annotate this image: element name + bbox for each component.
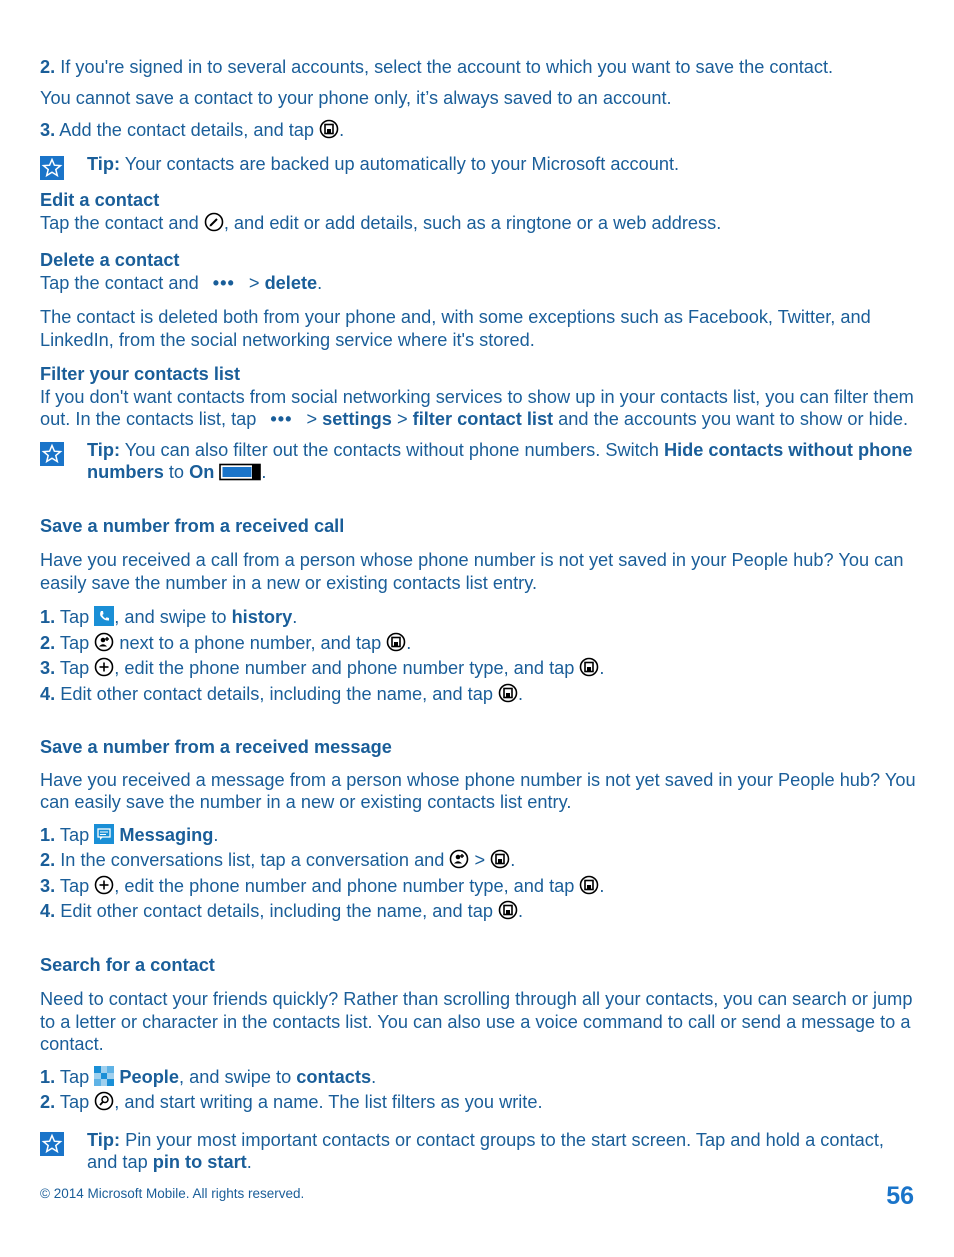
tip-pin-to-start: Tip: Pin your most important contacts or contact groups to the start screen. Tap and hold a contact, and tap pin to start.	[40, 1129, 916, 1174]
list-item: 2. Tap , and start writing a name. The list filters as you write.	[40, 1091, 916, 1117]
delete-note: The contact is deleted both from your phone and, with some exceptions such as Facebook, Twitter, and LinkedIn, from the social networking service where it's stored.	[40, 307, 871, 350]
add-plus-icon	[94, 875, 114, 901]
toggle-on-icon	[219, 463, 261, 487]
list-item: 4. Edit other contact details, including the name, and tap .	[40, 683, 916, 709]
save-icon	[579, 875, 599, 901]
manual-page	[40, 56, 916, 1174]
note-account: You cannot save a contact to your phone only, it’s always saved to an account.	[40, 87, 672, 108]
save-from-message-steps	[40, 824, 916, 926]
heading-filter-contacts: Filter your contacts list	[40, 364, 241, 384]
search-icon	[94, 1091, 114, 1117]
save-icon	[498, 900, 518, 926]
list-item: 3. Tap , edit the phone number and phone number type, and tap .	[40, 875, 916, 901]
tip-backup: Tip: Your contacts are backed up automatically to your Microsoft account.	[40, 153, 916, 176]
save-from-call-steps	[40, 606, 916, 708]
save-icon	[579, 657, 599, 683]
search-contact-intro: Need to contact your friends quickly? Rather than scrolling through all your contacts, you can search or jump to a letter or character in the contacts list. You can also use a voice command to call or send a message to a contact.	[40, 989, 913, 1054]
add-contact-icon	[449, 849, 469, 875]
save-icon	[386, 632, 406, 658]
people-tile-icon	[94, 1066, 114, 1092]
heading-delete-contact: Delete a contact	[40, 250, 180, 270]
search-contact-steps	[40, 1066, 916, 1117]
list-item: 2. Tap next to a phone number, and tap .	[40, 632, 916, 658]
star-icon	[40, 156, 64, 180]
edit-pencil-icon	[204, 212, 224, 238]
heading-search-contact: Search for a contact	[40, 954, 215, 975]
list-item: 4. Edit other contact details, including the name, and tap .	[40, 900, 916, 926]
heading-save-from-call: Save a number from a received call	[40, 515, 345, 536]
add-plus-icon	[94, 657, 114, 683]
list-item: 1. Tap , and swipe to history.	[40, 606, 916, 632]
save-from-call-intro: Have you received a call from a person whose phone number is not yet saved in your People hub? You can easily save the number in a new or existing contacts list entry.	[40, 550, 904, 593]
filter-contacts-text: If you don't want contacts from social networking services to show up in your contacts list, you can filter them out. In the contacts list, tap ••• > settings > filter contact list and the accounts you want to show or hide.	[40, 386, 914, 429]
list-item: 2. In the conversations list, tap a conversation and > .	[40, 849, 916, 875]
heading-edit-contact: Edit a contact	[40, 190, 160, 210]
save-icon	[319, 119, 339, 145]
list-item: 1. Tap Messaging.	[40, 824, 916, 850]
heading-save-from-message: Save a number from a received message	[40, 737, 392, 757]
edit-contact-text: Tap the contact and , and edit or add details, such as a ringtone or a web address.	[40, 212, 916, 238]
save-from-message-intro: Have you received a message from a person whose phone number is not yet saved in your People hub? You can easily save the number in a new or existing contacts list entry.	[40, 769, 916, 812]
messaging-tile-icon	[94, 824, 114, 850]
phone-tile-icon	[94, 606, 114, 632]
star-icon	[40, 442, 64, 466]
delete-contact-text: Tap the contact and ••• > delete.	[40, 272, 323, 293]
list-item: 1. Tap People, and swipe to contacts.	[40, 1066, 916, 1092]
add-contact-icon	[94, 632, 114, 658]
star-icon	[40, 1132, 64, 1156]
page-number: 56	[886, 1182, 914, 1210]
step-add-details: 3. Add the contact details, and tap .	[40, 119, 916, 145]
step-choose-account: 2. If you're signed in to several accounts, select the account to which you want to save the contact.	[40, 57, 834, 77]
save-icon	[498, 683, 518, 709]
more-dots-icon: •••	[270, 409, 293, 429]
list-item: 3. Tap , edit the phone number and phone number type, and tap .	[40, 657, 916, 683]
save-icon	[490, 849, 510, 875]
copyright-footer: © 2014 Microsoft Mobile. All rights reserved.	[40, 1186, 305, 1201]
tip-hide-contacts: Tip: You can also filter out the contacts without phone numbers. Switch Hide contacts without phone numbers to On .	[40, 439, 916, 487]
more-dots-icon: •••	[212, 272, 235, 293]
